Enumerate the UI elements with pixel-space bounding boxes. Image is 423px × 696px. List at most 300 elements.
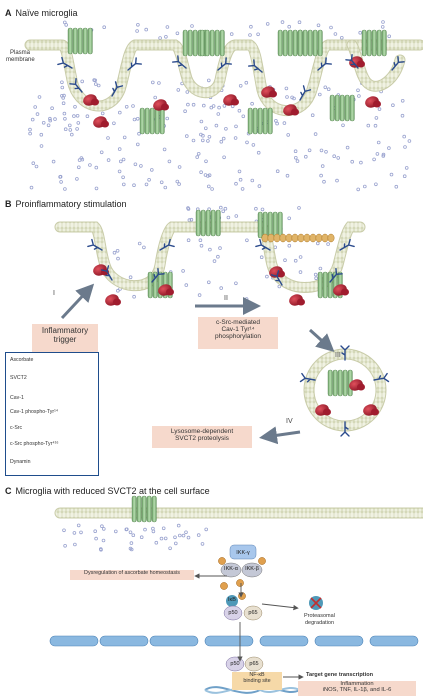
ascorbate-dot (187, 239, 190, 242)
ascorbate-dot (231, 105, 234, 108)
ascorbate-dot (222, 210, 225, 213)
ascorbate-dot (286, 96, 289, 99)
svct2-helix (215, 30, 219, 56)
ascorbate-dot (150, 169, 153, 172)
ascorbate-dot (315, 277, 318, 280)
inflammation-line-2: iNOS, TNF, IL-1β, and IL-6 (322, 687, 392, 694)
ascorbate-dot (38, 96, 41, 99)
dynamin-subunit (274, 234, 280, 242)
svct2-helix (318, 30, 322, 56)
ascorbate-dot (242, 115, 245, 118)
ascorbate-dot (239, 178, 242, 181)
ascorbate-dot (129, 531, 132, 534)
legend-cav1: Cav-1 (10, 395, 24, 401)
proteasomal-label-2: degradation (305, 620, 335, 626)
phosphate-group (238, 592, 245, 599)
ascorbate-dot (388, 147, 391, 150)
phosphate-group (236, 579, 243, 586)
dynamin-subunit (292, 234, 298, 242)
ascorbate-dot (327, 88, 330, 91)
svct2-helix (216, 210, 220, 236)
svct2-helix (335, 95, 339, 121)
panel-b-letter: B (5, 199, 12, 209)
ascorbate-dot (42, 121, 45, 124)
ascorbate-dot (219, 247, 222, 250)
svct2-helix (147, 496, 151, 522)
svct2-helix (308, 30, 312, 56)
svct2-helix (283, 30, 287, 56)
ascorbate-dot (325, 150, 328, 153)
ascorbate-dot (257, 151, 260, 154)
ascorbate-dot (217, 255, 220, 258)
ascorbate-dot (132, 534, 135, 537)
dysregulation-box: Dysregulation of ascorbate homeostasis (70, 570, 194, 580)
ascorbate-dot (122, 158, 125, 161)
ascorbate-dot (81, 80, 84, 83)
ascorbate-dot (162, 527, 165, 530)
ascorbate-dot (174, 542, 177, 545)
ascorbate-dot (217, 113, 220, 116)
ascorbate-dot (286, 174, 289, 177)
ascorbate-dot (205, 528, 208, 531)
ascorbate-dot (143, 246, 146, 249)
ascorbate-dot (223, 105, 226, 108)
ascorbate-dot (298, 21, 301, 24)
ascorbate-dot (288, 217, 291, 220)
ascorbate-dot (255, 207, 258, 210)
ascorbate-dot (151, 81, 154, 84)
ascorbate-dot (168, 160, 171, 163)
legend-ascorbate: Ascorbate (10, 357, 34, 363)
ascorbate-dot (174, 536, 177, 539)
ascorbate-dot (31, 118, 34, 121)
ascorbate-dot (116, 249, 119, 252)
ascorbate-dot (258, 185, 261, 188)
ascorbate-dot (29, 132, 32, 135)
ascorbate-dot (165, 35, 168, 38)
ascorbate-dot (133, 184, 136, 187)
ascorbate-dot (204, 127, 207, 130)
phosphate-group (218, 557, 225, 564)
csrc-protein-lobe (371, 409, 379, 416)
ascorbate-dot (207, 281, 210, 284)
ascorbate-dot (403, 175, 406, 178)
ascorbate-dot (336, 179, 339, 182)
csrc-line-2: Cav-1 Tyr¹⁴ (221, 326, 255, 334)
ascorbate-dot (285, 87, 288, 90)
ascorbate-dot (89, 164, 92, 167)
ascorbate-dot (182, 270, 185, 273)
step-ii-label: II (224, 295, 228, 302)
ascorbate-dot (95, 166, 98, 169)
ascorbate-dot (80, 531, 83, 534)
ascorbate-dot (235, 282, 238, 285)
ascorbate-dot (164, 537, 167, 540)
dynamin-subunit (322, 234, 328, 242)
ascorbate-dot (134, 163, 137, 166)
csrc-protein-lobe (231, 99, 239, 106)
nuclear-p65-label: p65 (249, 661, 259, 667)
inflammation-box (298, 681, 416, 696)
ascorbate-dot (36, 113, 39, 116)
dynamin-subunit (262, 234, 268, 242)
proteasomal-label-1: Proteasomal (304, 613, 335, 619)
ascorbate-dot (64, 188, 67, 191)
ascorbate-dot (250, 25, 253, 28)
ascorbate-dot (201, 543, 204, 546)
ascorbate-dot (314, 273, 317, 276)
ascorbate-dot (118, 170, 121, 173)
ascorbate-dot (281, 21, 284, 24)
ascorbate-dot (29, 128, 32, 131)
ascorbate-dot (360, 161, 363, 164)
svct2-helix (78, 28, 82, 54)
svct2-helix (278, 30, 282, 56)
nuclear-envelope-segment (370, 636, 418, 646)
ascorbate-dot (76, 178, 79, 181)
ascorbate-dot (32, 162, 35, 165)
svct2-helix (201, 210, 205, 236)
svct2-helix (145, 108, 149, 134)
ascorbate-dot (100, 151, 103, 154)
ascorbate-dot (132, 105, 135, 108)
ascorbate-dot (152, 527, 155, 530)
ascorbate-dot (136, 117, 139, 120)
csrc-protein-lobe (297, 299, 305, 306)
ascorbate-dot (148, 178, 151, 181)
ascorbate-dot (224, 207, 227, 210)
ascorbate-dot (122, 176, 125, 179)
svct2-helix (148, 272, 152, 298)
ascorbate-dot (275, 119, 278, 122)
svct2-helix (328, 272, 332, 298)
ascorbate-dot (252, 144, 255, 147)
ascorbate-dot (64, 128, 67, 131)
csrc-line-3: phosphorylation (215, 333, 261, 341)
ascorbate-dot (294, 150, 297, 153)
ascorbate-dot (155, 541, 158, 544)
ascorbate-dot (208, 135, 211, 138)
arrows (62, 288, 330, 677)
ascorbate-dot (102, 539, 105, 542)
ascorbate-dot (102, 528, 105, 531)
ascorbate-dot (261, 208, 264, 211)
ascorbate-dot (129, 276, 132, 279)
ascorbate-dot (207, 79, 210, 82)
svct2-transporter (140, 108, 164, 134)
dynamin-subunit (298, 234, 304, 242)
panel-a-title (5, 8, 78, 18)
ascorbate-dot (140, 165, 143, 168)
csrc-protein-lobe (269, 91, 277, 98)
nfkb-line-1: NF-κB (249, 672, 265, 678)
ascorbate-dot (283, 122, 286, 125)
ascorbate-dot (200, 244, 203, 247)
panel-a-letter: A (5, 8, 12, 18)
ascorbate-dot (251, 179, 254, 182)
csrc-protein-lobe (291, 109, 299, 116)
svct2-helix (210, 30, 214, 56)
ascorbate-dot (249, 34, 252, 37)
ascorbate-dot (187, 103, 190, 106)
ascorbate-dot (68, 124, 71, 127)
ascorbate-dot (70, 133, 73, 136)
ascorbate-dot (299, 271, 302, 274)
ascorbate-dot (77, 122, 80, 125)
ascorbate-dot (187, 536, 190, 539)
svct2-helix (362, 30, 366, 56)
ascorbate-dot (158, 82, 161, 85)
step-i-label: I (53, 290, 55, 297)
svct2-helix (258, 108, 262, 134)
ascorbate-dot (357, 188, 360, 191)
ascorbate-dot (125, 105, 128, 108)
ascorbate-dot (64, 544, 67, 547)
ascorbate-dot (327, 243, 330, 246)
step-iv-label: IV (286, 418, 293, 425)
panel-b-title-text: Proinflammatory stimulation (15, 199, 127, 209)
svct2-helix (206, 210, 210, 236)
csrc-protein-lobe (323, 409, 331, 416)
legend-csrc: c-Src (10, 425, 23, 431)
ascorbate-dot (251, 102, 254, 105)
ascorbate-dot (52, 160, 55, 163)
arrow-step-iii (310, 330, 330, 348)
ascorbate-dot (103, 26, 106, 29)
nfkb-binding-box (232, 672, 282, 690)
ascorbate-dot (213, 260, 216, 263)
svct2-helix (367, 30, 371, 56)
ascorbate-dot (107, 159, 110, 162)
svct2-helix (323, 272, 327, 298)
svct2-helix (211, 210, 215, 236)
svct2-transporter (68, 28, 92, 54)
ascorbate-dot (76, 127, 79, 130)
ascorbate-dot (201, 139, 204, 142)
ascorbate-dot (34, 106, 37, 109)
panel-b-title (5, 199, 127, 209)
ascorbate-dot (118, 148, 121, 151)
ascorbate-dot (176, 180, 179, 183)
ikk-gamma-label: IKK-γ (236, 550, 250, 556)
ascorbate-dot (60, 181, 63, 184)
ascorbate-dot (145, 28, 148, 31)
nuclear-envelope-segment (260, 636, 308, 646)
ascorbate-dot (230, 33, 233, 36)
ascorbate-dot (163, 148, 166, 151)
ascorbate-dot (219, 206, 222, 209)
ascorbate-dot (69, 129, 72, 132)
svct2-helix (140, 108, 144, 134)
ascorbate-dot (276, 170, 279, 173)
ascorbate-dot (405, 167, 408, 170)
ascorbate-dot (317, 24, 320, 27)
ascorbate-dot (166, 117, 169, 120)
csrc-protein-lobe (373, 101, 381, 108)
ascorbate-dot (234, 137, 237, 140)
ascorbate-dot (388, 35, 391, 38)
csrc-protein-lobe (357, 384, 365, 391)
ascorbate-dot (152, 530, 155, 533)
ascorbate-dot (299, 256, 302, 259)
ikk-alpha-label: IKK-α (224, 566, 238, 572)
ascorbate-dot (61, 81, 64, 84)
ascorbate-dot (246, 239, 249, 242)
ascorbate-dot (333, 155, 336, 158)
ascorbate-dot (64, 117, 67, 120)
ascorbate-dot (192, 103, 195, 106)
legend-dynamin: Dynamin (10, 459, 31, 465)
dynamin-subunit (310, 234, 316, 242)
svct2-helix (298, 30, 302, 56)
svct2-transporter (200, 30, 224, 56)
ascorbate-dot (239, 84, 242, 87)
ascorbate-dot (144, 528, 147, 531)
legend-csrc-phospho: c-Src phospho-Tyr⁴¹⁶ (10, 441, 59, 447)
ascorbate-dot (314, 133, 317, 136)
arrow-step-iv (265, 432, 300, 437)
ascorbate-dot (177, 524, 180, 527)
ascorbate-dot (138, 242, 141, 245)
ascorbate-dot (86, 115, 89, 118)
ascorbate-dot (197, 152, 200, 155)
ascorbate-dot (196, 156, 199, 159)
ascorbate-dot (176, 32, 179, 35)
ascorbate-dot (40, 145, 43, 148)
svct2-helix (333, 370, 337, 396)
ascorbate-dot (184, 110, 187, 113)
ascorbate-dot (377, 141, 380, 144)
ascorbate-dot (401, 114, 404, 117)
ascorbate-dot (245, 298, 248, 301)
ascorbate-dot (346, 146, 349, 149)
csrc-protein-lobe (341, 289, 349, 296)
ascorbate-dot (207, 140, 210, 143)
ascorbate-dot (321, 165, 324, 168)
ascorbate-dot (235, 215, 238, 218)
ascorbate-dot (320, 149, 323, 152)
ascorbate-dot (95, 187, 98, 190)
ascorbate-dot (323, 180, 326, 183)
svct2-helix (152, 496, 156, 522)
ascorbate-dot (51, 107, 54, 110)
ascorbate-dot (30, 186, 33, 189)
ascorbate-dot (408, 140, 411, 143)
ascorbate-dot (220, 287, 223, 290)
ascorbate-dot (73, 115, 76, 118)
svct2-helix (328, 370, 332, 396)
ascorbate-dot (95, 537, 98, 540)
svct2-helix (350, 95, 354, 121)
arrow-step-i (62, 288, 90, 318)
legend-cav1-phospho: Cav-1 phospho-Tyr¹⁴ (10, 409, 59, 415)
ascorbate-dot (316, 242, 319, 245)
ascorbate-dot (225, 127, 228, 130)
ascorbate-dot (210, 106, 213, 109)
csrc-line-1: c-Src-mediated (215, 319, 261, 326)
ascorbate-dot (74, 105, 77, 108)
csrc-protein-lobe (91, 99, 99, 106)
p50-label: p50 (228, 610, 238, 616)
svct2-helix (318, 272, 322, 298)
lyso-line-1: Lysosome-dependent (170, 428, 234, 435)
ascorbate-dot (351, 160, 354, 163)
ascorbate-dot (241, 188, 244, 191)
svct2-helix (220, 30, 224, 56)
svct2-helix (132, 496, 136, 522)
ikk-beta-label: IKK-β (245, 566, 259, 572)
svct2-helix (343, 370, 347, 396)
ascorbate-dot (330, 26, 333, 29)
ascorbate-dot (101, 525, 104, 528)
ascorbate-dot (133, 118, 136, 121)
ascorbate-dot (375, 183, 378, 186)
svct2-transporter (330, 95, 354, 121)
dynamin-subunit (268, 234, 274, 242)
svct2-helix (68, 28, 72, 54)
ascorbate-dot (63, 21, 66, 24)
lysosome-proteolysis-box (152, 426, 252, 448)
ascorbate-dot (118, 111, 121, 114)
ascorbate-dot (298, 207, 301, 210)
ascorbate-dot (47, 124, 50, 127)
dynamin-subunit (280, 234, 286, 242)
ascorbate-dot (374, 124, 377, 127)
svct2-helix (253, 108, 257, 134)
ascorbate-dot (287, 134, 290, 137)
svct2-helix (340, 95, 344, 121)
trigger-line-2: trigger (53, 334, 77, 344)
ascorbate-dot (257, 33, 260, 36)
svct2-transporter (248, 108, 272, 134)
ascorbate-dot (164, 186, 167, 189)
ascorbate-dot (373, 158, 376, 161)
ascorbate-dot (54, 118, 57, 121)
ascorbate-dot (294, 156, 297, 159)
ascorbate-dot (357, 89, 360, 92)
ascorbate-dot (235, 182, 238, 185)
csrc-protein-lobe (113, 299, 121, 306)
ascorbate-dot (136, 30, 139, 33)
ascorbate-dot (107, 137, 110, 140)
svct2-helix (88, 28, 92, 54)
ascorbate-dot (403, 135, 406, 138)
ascorbate-dot (401, 99, 404, 102)
ascorbate-dot (378, 108, 381, 111)
ascorbate-dot (159, 37, 162, 40)
ascorbate-dot (140, 536, 143, 539)
ascorbate-dot (260, 256, 263, 259)
dynamin-subunit (316, 234, 322, 242)
ascorbate-dot (76, 114, 79, 117)
ascorbate-dot (288, 25, 291, 28)
dynamin-subunit (304, 234, 310, 242)
ascorbate-dot (245, 81, 248, 84)
panel-c-title-text: Microglia with reduced SVCT2 at the cell surface (15, 486, 210, 496)
ascorbate-dot (220, 140, 223, 143)
ascorbate-dot (133, 295, 136, 298)
ascorbate-dot (359, 31, 362, 34)
trigger-line-1: Inflammatory (41, 326, 89, 335)
ascorbate-dot (136, 143, 139, 146)
svct2-helix (73, 28, 77, 54)
ascorbate-dot (382, 21, 385, 24)
nuclear-envelope-segment (50, 636, 98, 646)
ascorbate-dot (97, 84, 100, 87)
svct2-transporter (328, 370, 352, 396)
ascorbate-dot (222, 137, 225, 140)
legend-box (5, 352, 99, 476)
